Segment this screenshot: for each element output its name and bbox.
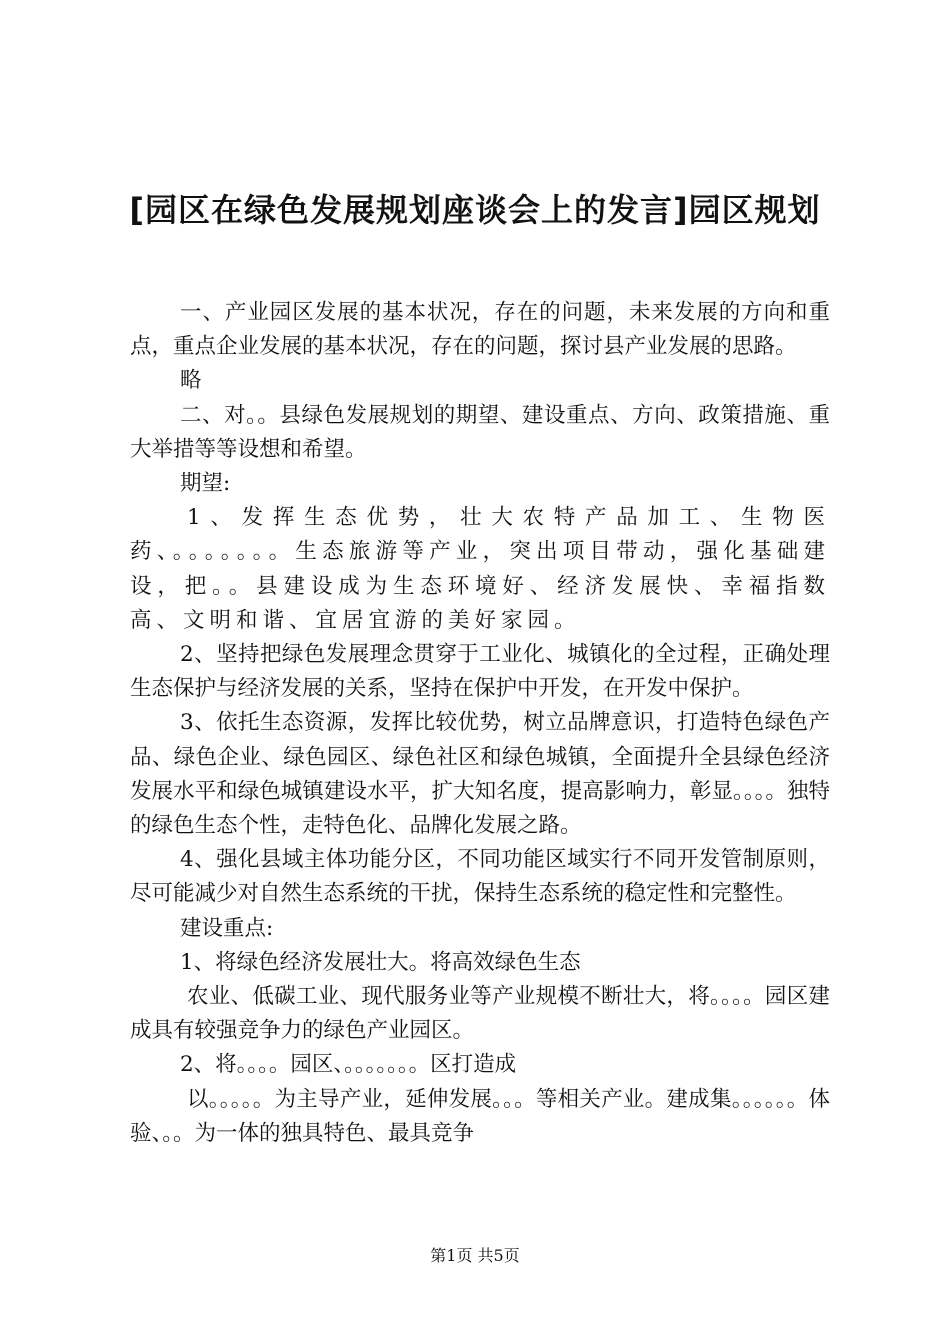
paragraph-3: 二、对。。县绿色发展规划的期望、建设重点、方向、政策措施、重大举措等等设想和希望。 [130,402,830,462]
document-body [130,296,830,1151]
paragraph-12: 2、将。。。。园区、。。。。。。。区打造成 [180,1052,517,1078]
paragraph-7: 3、依托生态资源，发挥比较优势，树立品牌意识，打造特色绿色产品、绿色企业、绿色园区、绿色社区和绿色城镇，全面提升全县绿色经济发展水平和绿色城镇建设水平，扩大知名度，提高影响力，彰显。。。。独特的绿色生态个性，走特色化、品牌化发展之路。 [130,710,830,839]
paragraph-11: 农业、低碳工业、现代服务业等产业规模不断壮大，将。。。。园区建成具有较强竞争力的绿色产业园区。 [130,984,830,1044]
paragraph-8: 4、强化县域主体功能分区，不同功能区域实行不同开发管制原则，尽可能减少对自然生态系统的干扰，保持生态系统的稳定性和完整性。 [130,847,830,907]
page-footer: 第1页 共5页 [430,1246,520,1265]
paragraph-5: 1、发挥生态优势，壮大农特产品加工、生物医药、。。。。。。。生态旅游等产业，突出项目带动，强化基础建设，把。。县建设成为生态环境好、经济发展快、幸福指数高、文明和谐、宜居宜游的美好家园。 [130,505,830,633]
paragraph-2: 略 [180,368,202,394]
paragraph-9: 建设重点: [180,915,274,941]
paragraph-6: 2、坚持把绿色发展理念贯穿于工业化、城镇化的全过程，正确处理生态保护与经济发展的关系，坚持在保护中开发，在开发中保护。 [130,642,830,702]
paragraph-1: 一、产业园区发展的基本状况，存在的问题，未来发展的方向和重点，重点企业发展的基本状况，存在的问题，探讨县产业发展的思路。 [130,300,830,360]
paragraph-13: 以。。。。。为主导产业，延伸发展。。。等相关产业。建成集。。。。。。体验、。。为一体的独具特色、最具竞争 [130,1086,830,1146]
paragraph-4: 期望: [180,471,231,497]
paragraph-10: 1、将绿色经济发展壮大。将高效绿色生态 [180,949,581,975]
document-title: [园区在绿色发展规划座谈会上的发言]园区规划 [129,191,821,229]
